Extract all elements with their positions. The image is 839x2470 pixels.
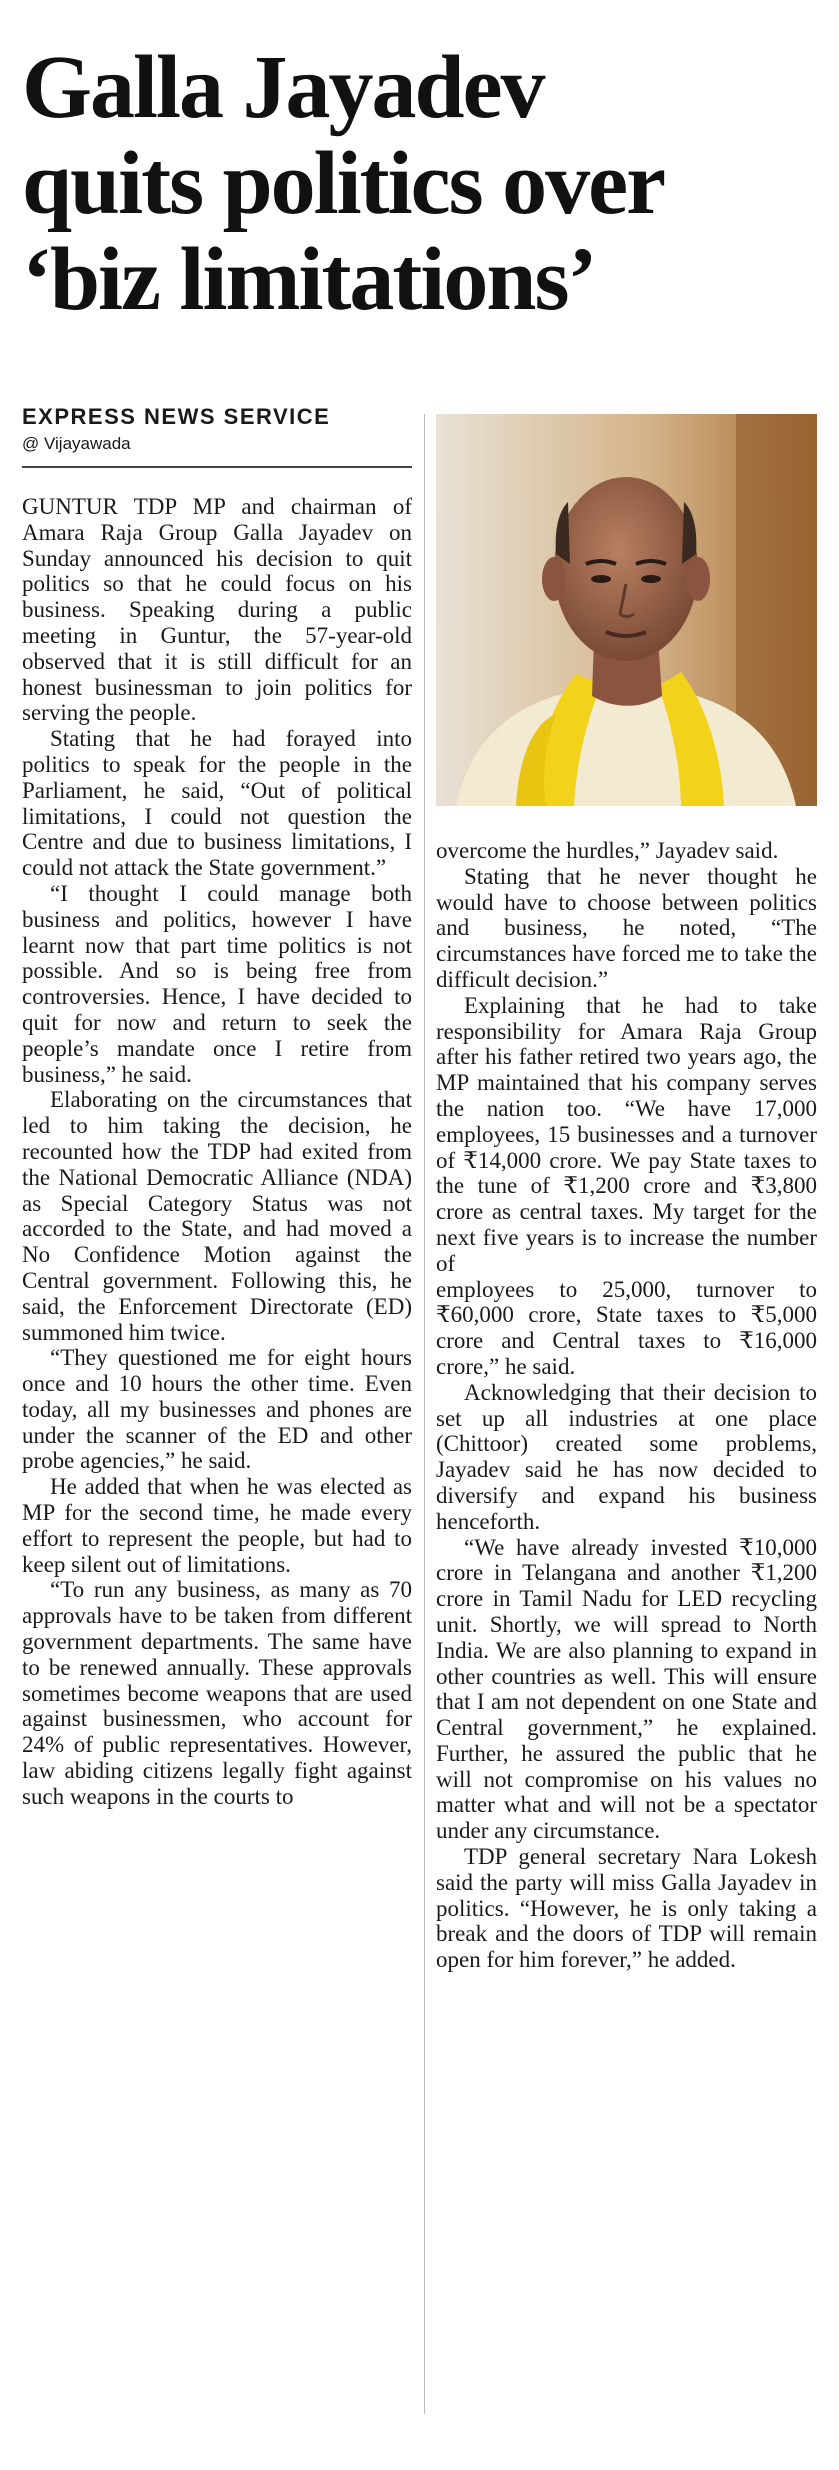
portrait-photo bbox=[436, 414, 817, 806]
article-paragraph: “I thought I could manage both business and politics, however I have learnt now that part time politics is not possible. And so is being free from controversies. Hence, I have decided to quit for now and return to seek the people’s mandate once I retire from business,” he said. bbox=[22, 880, 412, 1087]
article-paragraph: Stating that he never thought he would have to choose between politics and business, he noted, “The circumstances have forced me to take the difficult decision.” bbox=[436, 863, 817, 992]
article-paragraph: Elaborating on the circumstances that led to him taking the decision, he recounted how the TDP had exited from the National Democratic Alliance (NDA) as Special Category Status was not accorded to the State, and had moved a No Confidence Motion against the Central government. Following this, he said, the Enforcement Directorate (ED) summoned him twice. bbox=[22, 1087, 412, 1345]
article-paragraph: “We have already invested ₹10,000 crore in Telangana and another ₹1,200 crore in Tamil Nadu for LED recycling unit. Shortly, we will spread to North India. We are also planning to expand in other countries as well. This will ensure that I am not dependent on one State and Central government,” he explained. Further, he assured the public that he will not compromise on his values no matter what and will not be a spectator under any circumstance. bbox=[436, 1534, 817, 1844]
byline-agency: EXPRESS NEWS SERVICE bbox=[22, 404, 331, 429]
byline bbox=[22, 404, 412, 456]
article-paragraph: GUNTUR TDP MP and chairman of Amara Raja Group Galla Jayadev on Sunday announced his decision to quit politics so that he could focus on his business. Speaking during a public meeting in Guntur, the 57-year-old observed that it is still difficult for an honest businessman to join politics for serving the people. bbox=[22, 494, 412, 726]
article-column-1 bbox=[22, 494, 412, 1810]
byline-divider bbox=[22, 466, 412, 468]
article-paragraph: overcome the hurdles,” Jayadev said. bbox=[436, 838, 779, 863]
headline bbox=[22, 40, 822, 328]
article-column-2 bbox=[436, 838, 817, 1973]
article-paragraph: employees to 25,000, turnover to ₹60,000 crore, State taxes to ₹5,000 crore and Central taxes to ₹16,000 crore,” he said. bbox=[436, 1276, 817, 1379]
article-paragraph: “They questioned me for eight hours once and 10 hours the other time. Even today, all my businesses and phones are under the scanner of the ED and other probe agencies,” he said. bbox=[22, 1345, 412, 1474]
article-paragraph: Stating that he had forayed into politics to speak for the people in the Parliament, he said, “Out of political limitations, I could not question the Centre and due to business limitations, I could not attack the State government.” bbox=[22, 726, 412, 881]
article-paragraph: He added that when he was elected as MP for the second time, he made every effort to represent the people, but had to keep silent out of limitations. bbox=[22, 1474, 412, 1577]
article-paragraph: Explaining that he had to take responsibility for Amara Raja Group after his father retired two years ago, the MP maintained that his company serves the nation too. “We have 17,000 employees, 15 businesses and a turnover of ₹14,000 crore. We pay State taxes to the tune of ₹1,200 crore and ₹3,800 crore as central taxes. My target for the next five years is to increase the number of bbox=[436, 992, 817, 1276]
article-paragraph: “To run any business, as many as 70 approvals have to be taken from different government departments. The same have to be renewed annually. These approvals sometimes become weapons that are used against businessmen, who account for 24% of public representatives. However, law abiding citizens legally fight against such weapons in the courts to bbox=[22, 1577, 412, 1809]
headline-line-2: quits politics over bbox=[22, 134, 665, 233]
byline-dateline: @ Vijayawada bbox=[22, 434, 131, 453]
article-paragraph: Acknowledging that their decision to set up all industries at one place (Chittoor) created some problems, Jayadev said he has now decided to diversify and expand his business henceforth. bbox=[436, 1379, 817, 1534]
article-paragraph: TDP general secretary Nara Lokesh said the party will miss Galla Jayadev in politics. “However, he is only taking a break and the doors of TDP will remain open for him forever,” he added. bbox=[436, 1844, 817, 1973]
headline-line-1: Galla Jayadev bbox=[22, 38, 544, 137]
headline-line-3: ‘biz limitations’ bbox=[22, 230, 596, 329]
portrait-photo-icon bbox=[436, 414, 817, 806]
column-divider bbox=[424, 414, 425, 2414]
